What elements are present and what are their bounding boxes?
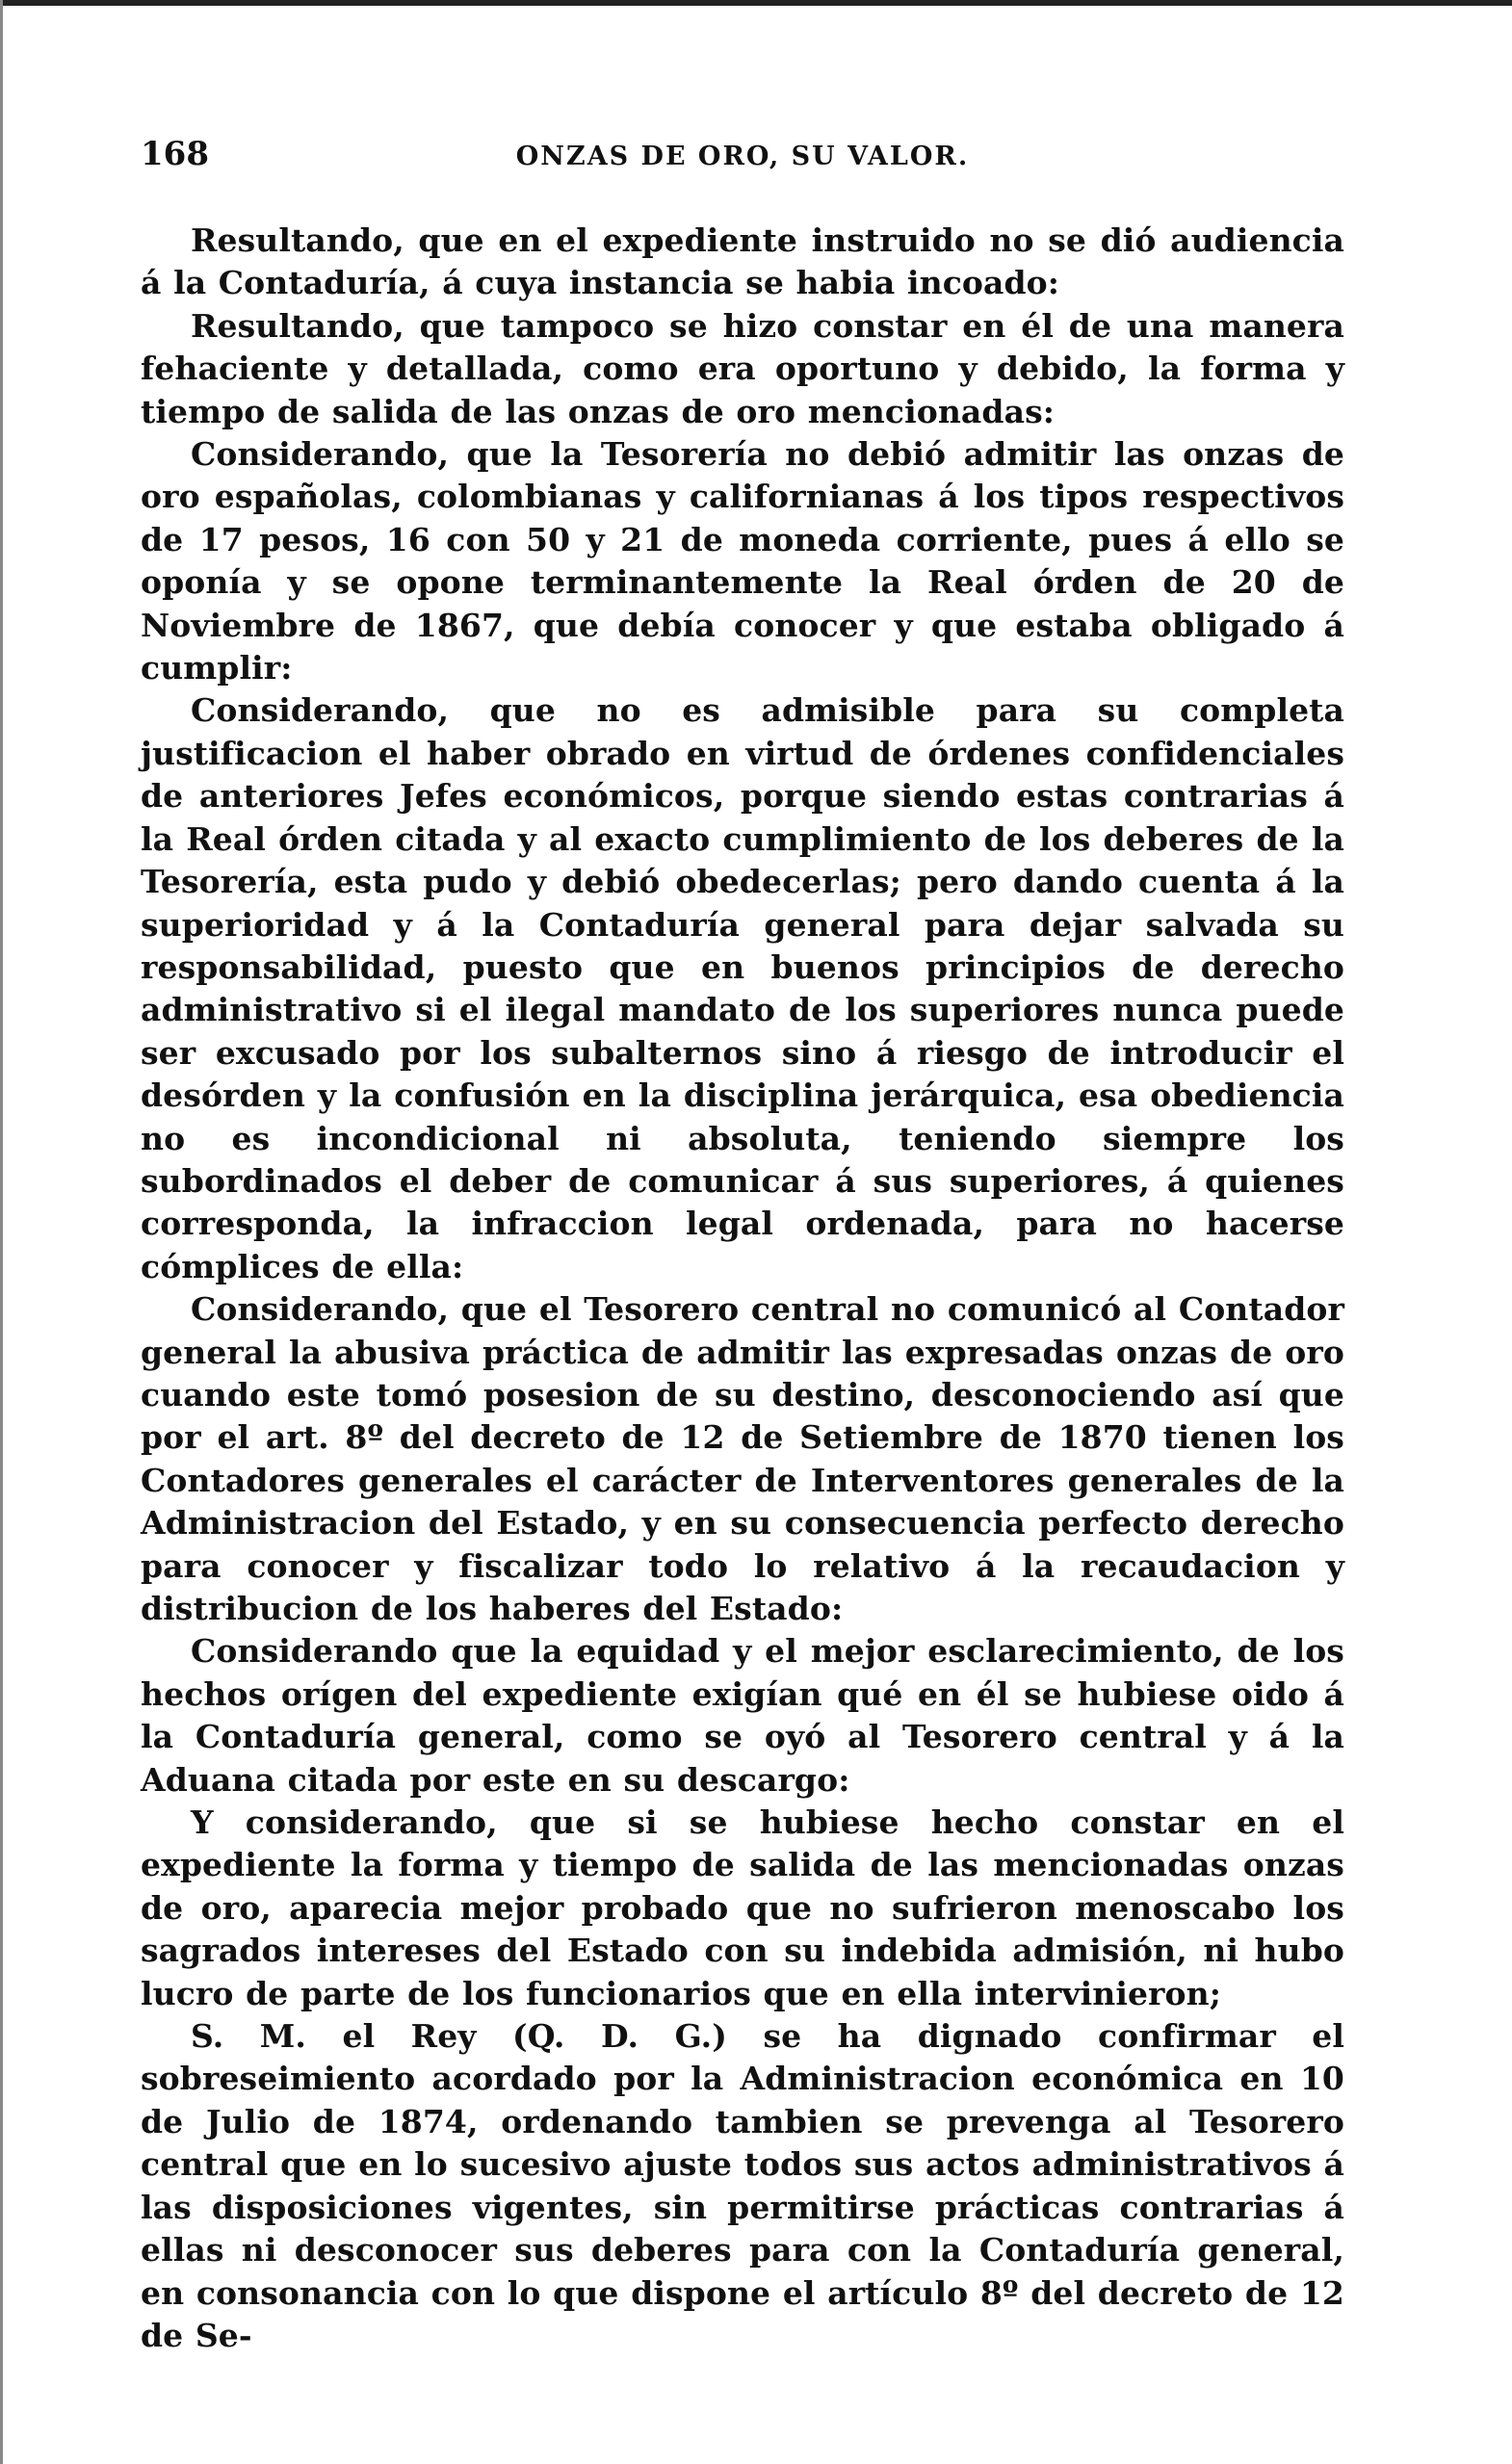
paragraph-considerando-1: Considerando, que la Tesorería no debió admitir las onzas de oro españolas, colombianas y californianas á los tipos respectivos de 17 pesos, 16 con 50 y 21 de moneda corriente, pues á ello se oponía y se opone terminantemente la Real órden de 20 de Noviembre de 1867, que debía conocer y que estaba obligado á cumplir: xyxy=(141,435,1344,687)
running-head-title: ONZAS DE ORO, SU VALOR. xyxy=(515,142,970,171)
book-page xyxy=(141,135,1344,2357)
paragraph-resultando-1: Resultando, que en el expediente instruido no se dió audiencia á la Contaduría, á cuya instancia se habia incoado: xyxy=(141,221,1344,302)
page-number: 168 xyxy=(141,135,209,173)
page-top-edge xyxy=(0,0,1512,6)
body-text xyxy=(141,220,1344,2357)
running-head xyxy=(141,135,1344,193)
paragraph-considerando-5: Y considerando, que si se hubiese hecho constar en el expediente la forma y tiempo de salida de las mencionadas onzas de oro, aparecia mejor probado que no sufrieron menoscabo los sagrados intereses del Estado con su indebida admisión, ni hubo lucro de parte de los funcionarios que en ella intervinieron; xyxy=(141,1803,1344,2012)
page-left-edge xyxy=(0,0,3,2464)
paragraph-considerando-4: Considerando que la equidad y el mejor esclarecimiento, de los hechos orígen del expediente exigían qué en él se hubiese oido á la Contaduría general, como se oyó al Tesorero central y á la Aduana citada por este en su descargo: xyxy=(141,1632,1344,1799)
paragraph-considerando-3: Considerando, que el Tesorero central no comunicó al Contador general la abusiva práctica de admitir las expresadas onzas de oro cuando este tomó posesion de su destino, desconociendo así que por el art. 8º del decreto de 12 de Setiembre de 1870 tienen los Contadores generales el carácter de Interventores generales de la Administracion del Estado, y en su consecuencia perfecto derecho para conocer y fiscalizar todo lo relativo á la recaudacion y distribucion de los haberes del Estado: xyxy=(141,1290,1344,1627)
paragraph-considerando-2: Considerando, que no es admisible para su completa justificacion el haber obrado en virtud de órdenes confidenciales de anteriores Jefes económicos, porque siendo estas contrarias á la Real órden citada y al exacto cumplimiento de los deberes de la Tesorería, esta pudo y debió obedecerlas; pero dando cuenta á la superioridad y á la Contaduría general para dejar salvada su responsabilidad, puesto que en buenos principios de derecho administrativo si el ilegal mandato de los superiores nunca puede ser excusado por los subalternos sino á riesgo de introducir el desórden y la confusión en la disciplina jerárquica, esa obediencia no es incondicional ni absoluta, teniendo siempre los subordinados el deber de comunicar á sus superiores, á quienes corresponda, la infraccion legal ordenada, para no hacerse cómplices de ella: xyxy=(141,691,1344,1285)
paragraph-resultando-2: Resultando, que tampoco se hizo constar en él de una manera fehaciente y detallada, como era oportuno y debido, la forma y tiempo de salida de las onzas de oro mencionadas: xyxy=(141,306,1344,430)
paragraph-resolution: S. M. el Rey (Q. D. G.) se ha dignado confirmar el sobreseimiento acordado por la Administracion económica en 10 de Julio de 1874, ordenando tambien se prevenga al Tesorero central que en lo sucesivo ajuste todos sus actos administrativos á las disposiciones vigentes, sin permitirse prácticas contrarias á ellas ni desconocer sus deberes para con la Contaduría general, en consonancia con lo que dispone el artículo 8º del decreto de 12 de Se- xyxy=(141,2017,1344,2354)
